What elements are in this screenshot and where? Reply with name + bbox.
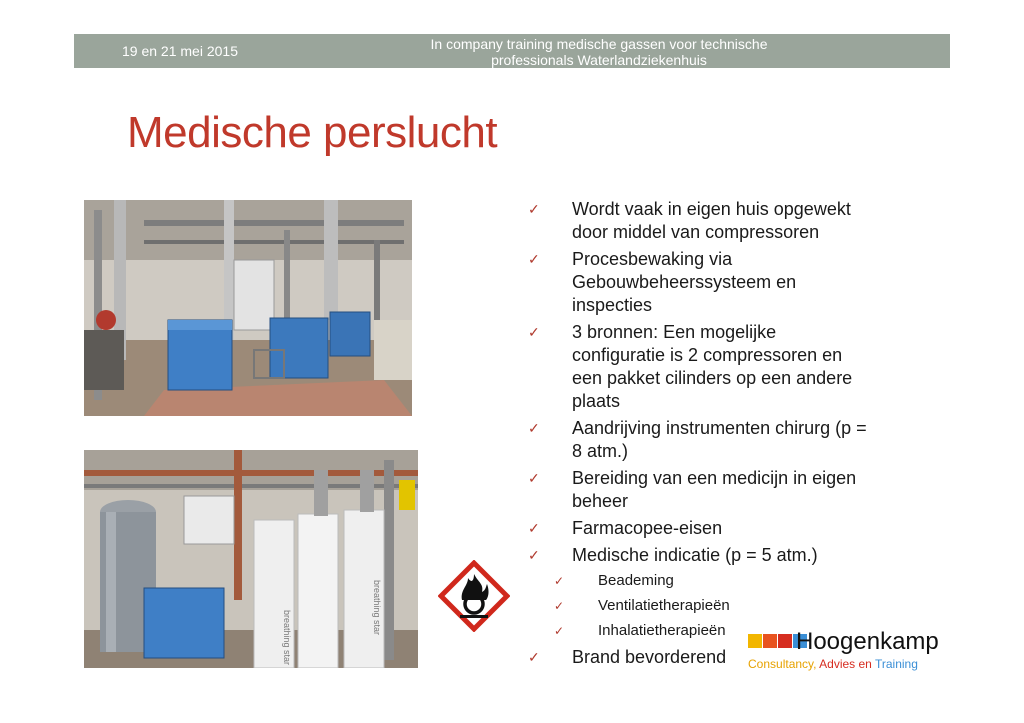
breathing-star-label-b: breathing star — [372, 580, 382, 636]
check-icon: ✓ — [528, 251, 540, 267]
list-item: ✓ 3 bronnen: Een mogelijke configuratie is 2 compressoren en een pakket cilinders op een andere plaats — [528, 322, 853, 411]
check-icon: ✓ — [528, 201, 540, 217]
header-date: 19 en 21 mei 2015 — [122, 43, 238, 59]
check-icon: ✓ — [528, 547, 540, 563]
check-icon: ✓ — [528, 420, 540, 436]
oxidizing-hazard-icon — [438, 560, 510, 632]
check-icon: ✓ — [554, 574, 565, 588]
list-item: ✓ Aandrijving instrumenten chirurg (p = 8 atm.) — [528, 418, 867, 461]
sub-list-item: ✓ Inhalatietherapieën — [554, 622, 726, 639]
list-item: ✓ Farmacopee-eisen — [528, 518, 723, 538]
header-title — [374, 36, 824, 68]
check-icon: ✓ — [528, 649, 540, 665]
list-item: ✓ Bereiding van een medicijn in eigen beheer — [528, 468, 857, 511]
logo-tag-advies: Advies en — [819, 657, 872, 671]
logo-tag-training: Training — [874, 657, 918, 671]
check-icon: ✓ — [554, 599, 565, 613]
header-title-line1: In company training medische gassen voor technische — [430, 36, 768, 52]
sub-list-item: ✓ Beademing — [554, 572, 674, 589]
list-item: ✓ Wordt vaak in eigen huis opgewekt door middel van compressoren — [528, 199, 851, 242]
check-icon: ✓ — [528, 324, 540, 340]
slide-title: Medische perslucht — [127, 108, 498, 157]
list-item: ✓ Procesbewaking via Gebouwbeheerssysteem en inspecties — [528, 249, 797, 315]
logo-name: Hoogenkamp — [796, 628, 939, 655]
logo-tag-consultancy: Consultancy, — [748, 657, 817, 671]
logo-square-red — [778, 634, 792, 648]
breathing-star-label-a: breathing star — [282, 610, 292, 666]
air-dryer-illustration — [84, 450, 418, 668]
hoogenkamp-logo — [748, 628, 948, 672]
compressor-room-illustration — [84, 200, 412, 416]
air-dryer-photo — [84, 450, 418, 668]
check-icon: ✓ — [554, 624, 565, 638]
list-item: ✓ Medische indicatie (p = 5 atm.) — [528, 545, 818, 565]
bullet-list — [528, 198, 888, 673]
check-icon: ✓ — [528, 470, 540, 486]
header-title-line2: professionals Waterlandziekenhuis — [491, 52, 707, 68]
list-item: ✓ Brand bevorderend — [528, 647, 727, 667]
logo-square-orange — [763, 634, 777, 648]
logo-tagline — [748, 657, 918, 671]
check-icon: ✓ — [528, 520, 540, 536]
header-bar — [74, 34, 950, 68]
logo-square-yellow — [748, 634, 762, 648]
sub-list-item: ✓ Ventilatietherapieën — [554, 597, 730, 614]
compressor-room-photo — [84, 200, 412, 416]
